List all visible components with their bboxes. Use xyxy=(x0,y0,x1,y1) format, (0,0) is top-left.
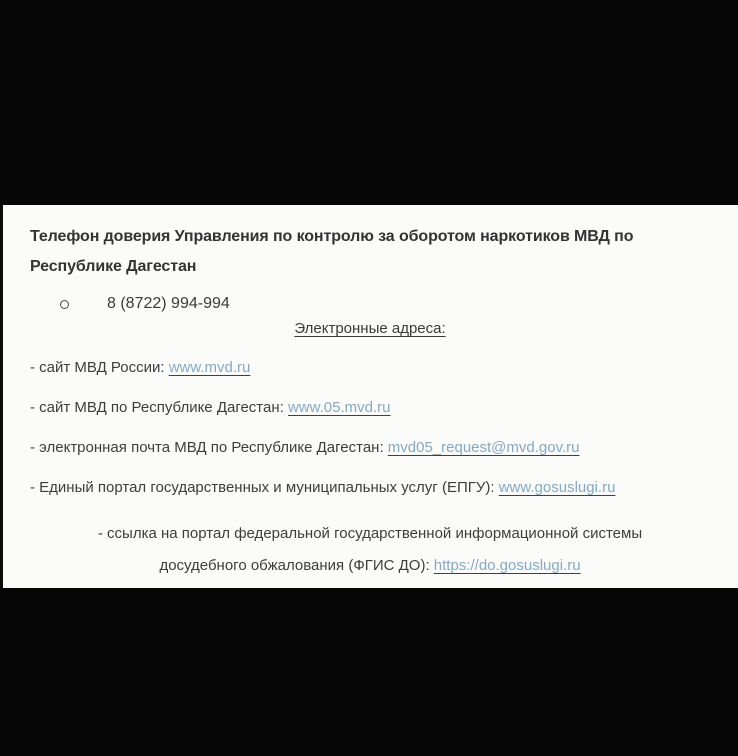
link-row-epgu xyxy=(30,479,710,497)
link-row-mvd-dagestan xyxy=(30,399,710,417)
phone-list-item xyxy=(60,295,710,313)
section-heading: Электронные адреса: xyxy=(294,320,446,337)
link-row-label: - сайт МВД России: xyxy=(30,359,169,376)
bullet-circle-icon xyxy=(60,300,69,309)
link-row-label: - сайт МВД по Республике Дагестан: xyxy=(30,399,288,416)
link-row-mvd-russia xyxy=(30,359,710,377)
link-row-label: - Единый портал государственных и муниципальных услуг (ЕПГУ): xyxy=(30,479,499,496)
phone-number: 8 (8722) 994-994 xyxy=(107,295,230,312)
link-mvd-ru[interactable]: www.mvd.ru xyxy=(168,359,251,376)
letterbox-top xyxy=(0,0,738,205)
document-page xyxy=(0,205,738,588)
fgis-line2-label: досудебного обжалования (ФГИС ДО): xyxy=(159,557,434,574)
link-row-label: - электронная почта МВД по Республике Дагестан: xyxy=(30,439,388,456)
page-title: Телефон доверия Управления по контролю за оборотом наркотиков МВД по Республике Дагестан xyxy=(30,228,634,275)
link-row-email xyxy=(30,439,710,457)
link-email-mvd05[interactable]: mvd05_request@mvd.gov.ru xyxy=(387,439,580,456)
letterbox-bottom xyxy=(0,588,738,756)
fgis-paragraph xyxy=(30,518,710,582)
link-05-mvd-ru[interactable]: www.05.mvd.ru xyxy=(287,399,391,416)
link-gosuslugi[interactable]: www.gosuslugi.ru xyxy=(498,479,616,496)
fgis-line1: - ссылка на портал федеральной государственной информационной системы xyxy=(97,525,643,542)
link-fgis-do[interactable]: https://do.gosuslugi.ru xyxy=(433,557,581,574)
fgis-line2 xyxy=(30,550,710,582)
